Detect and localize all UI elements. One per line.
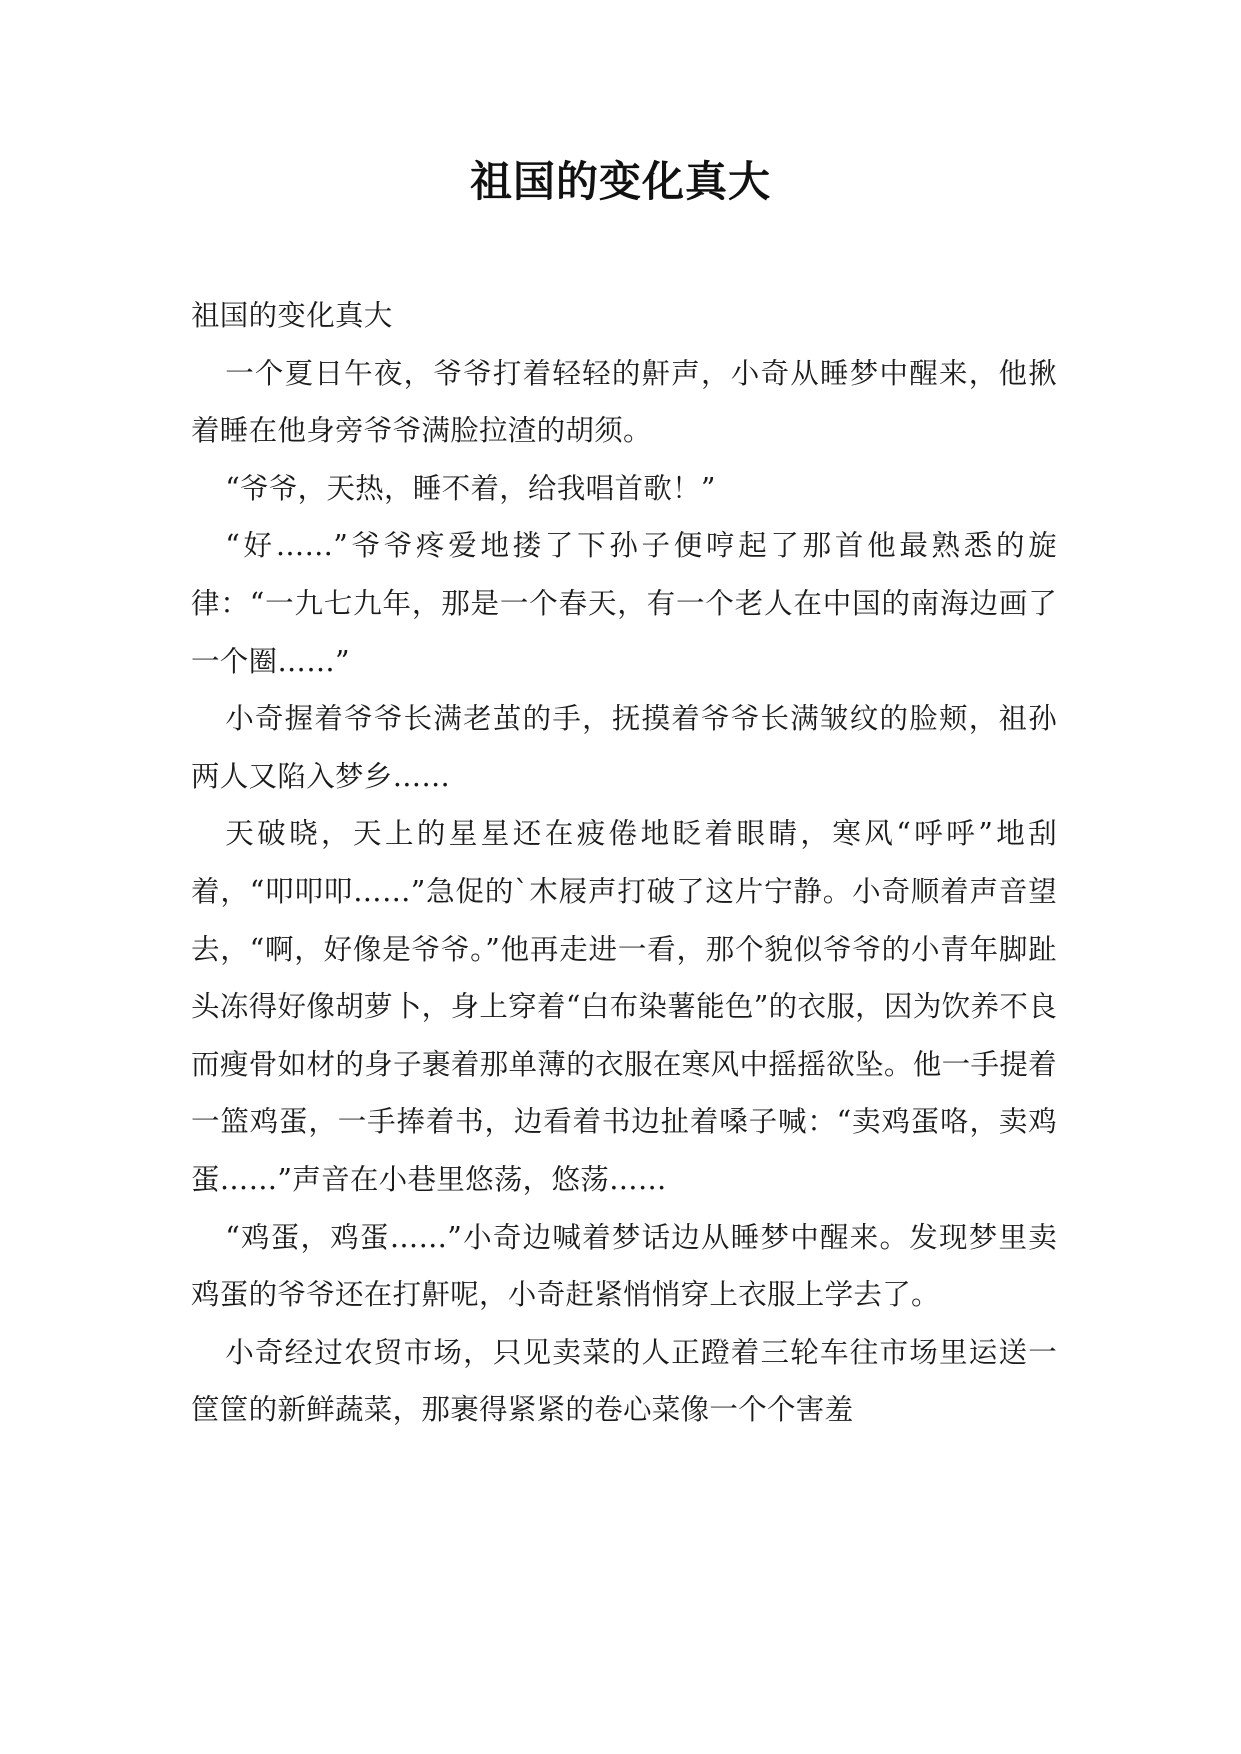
paragraph-heading: 祖国的变化真大 [191,299,393,332]
paragraph: 一个夏日午夜，爷爷打着轻轻的鼾声，小奇从睡梦中醒来，他揪着睡在他身旁爷爷满脸拉渣的胡须。 [191,356,1057,448]
document-body [191,287,1057,1439]
document-title: 祖国的变化真大 [469,157,771,206]
paragraph: 小奇握着爷爷长满老茧的手，抚摸着爷爷长满皱纹的脸颊，祖孙两人又陷入梦乡…… [191,702,1057,793]
paragraph: “爷爷，天热，睡不着，给我唱首歌！” [225,471,716,505]
paragraph: 小奇经过农贸市场，只见卖菜的人正蹬着三轮车往市场里运送一筐筐的新鲜蔬菜，那裹得紧紧的卷心菜像一个个害羞 [191,1335,1057,1427]
paragraph: 天破晓，天上的星星还在疲倦地眨着眼睛，寒风“呼呼”地刮着，“叩叩叩……”急促的`木屐声打破了这片宁静。小奇顺着声音望去，“啊，好像是爷爷。”他再走进一看，那个貌似爷爷的小青年脚趾头冻得好像胡萝卜，身上穿着“白布染薯能色”的衣服，因为饮养不良而瘦骨如材的身子裹着那单薄的衣服在寒风中摇摇欲坠。他一手提着一篮鸡蛋，一手捧着书，边看着书边扯着嗓子喊：“卖鸡蛋咯，卖鸡蛋……”声音在小巷里悠荡，悠荡…… [191,817,1057,1196]
paragraph: “好……”爷爷疼爱地搂了下孙子便哼起了那首他最熟悉的旋律：“一九七九年，那是一个春天，有一个老人在中国的南海边画了一个圈……” [191,529,1057,678]
paragraph: “鸡蛋，鸡蛋……”小奇边喊着梦话边从睡梦中醒来。发现梦里卖鸡蛋的爷爷还在打鼾呢，小奇赶紧悄悄穿上衣服上学去了。 [191,1220,1057,1312]
